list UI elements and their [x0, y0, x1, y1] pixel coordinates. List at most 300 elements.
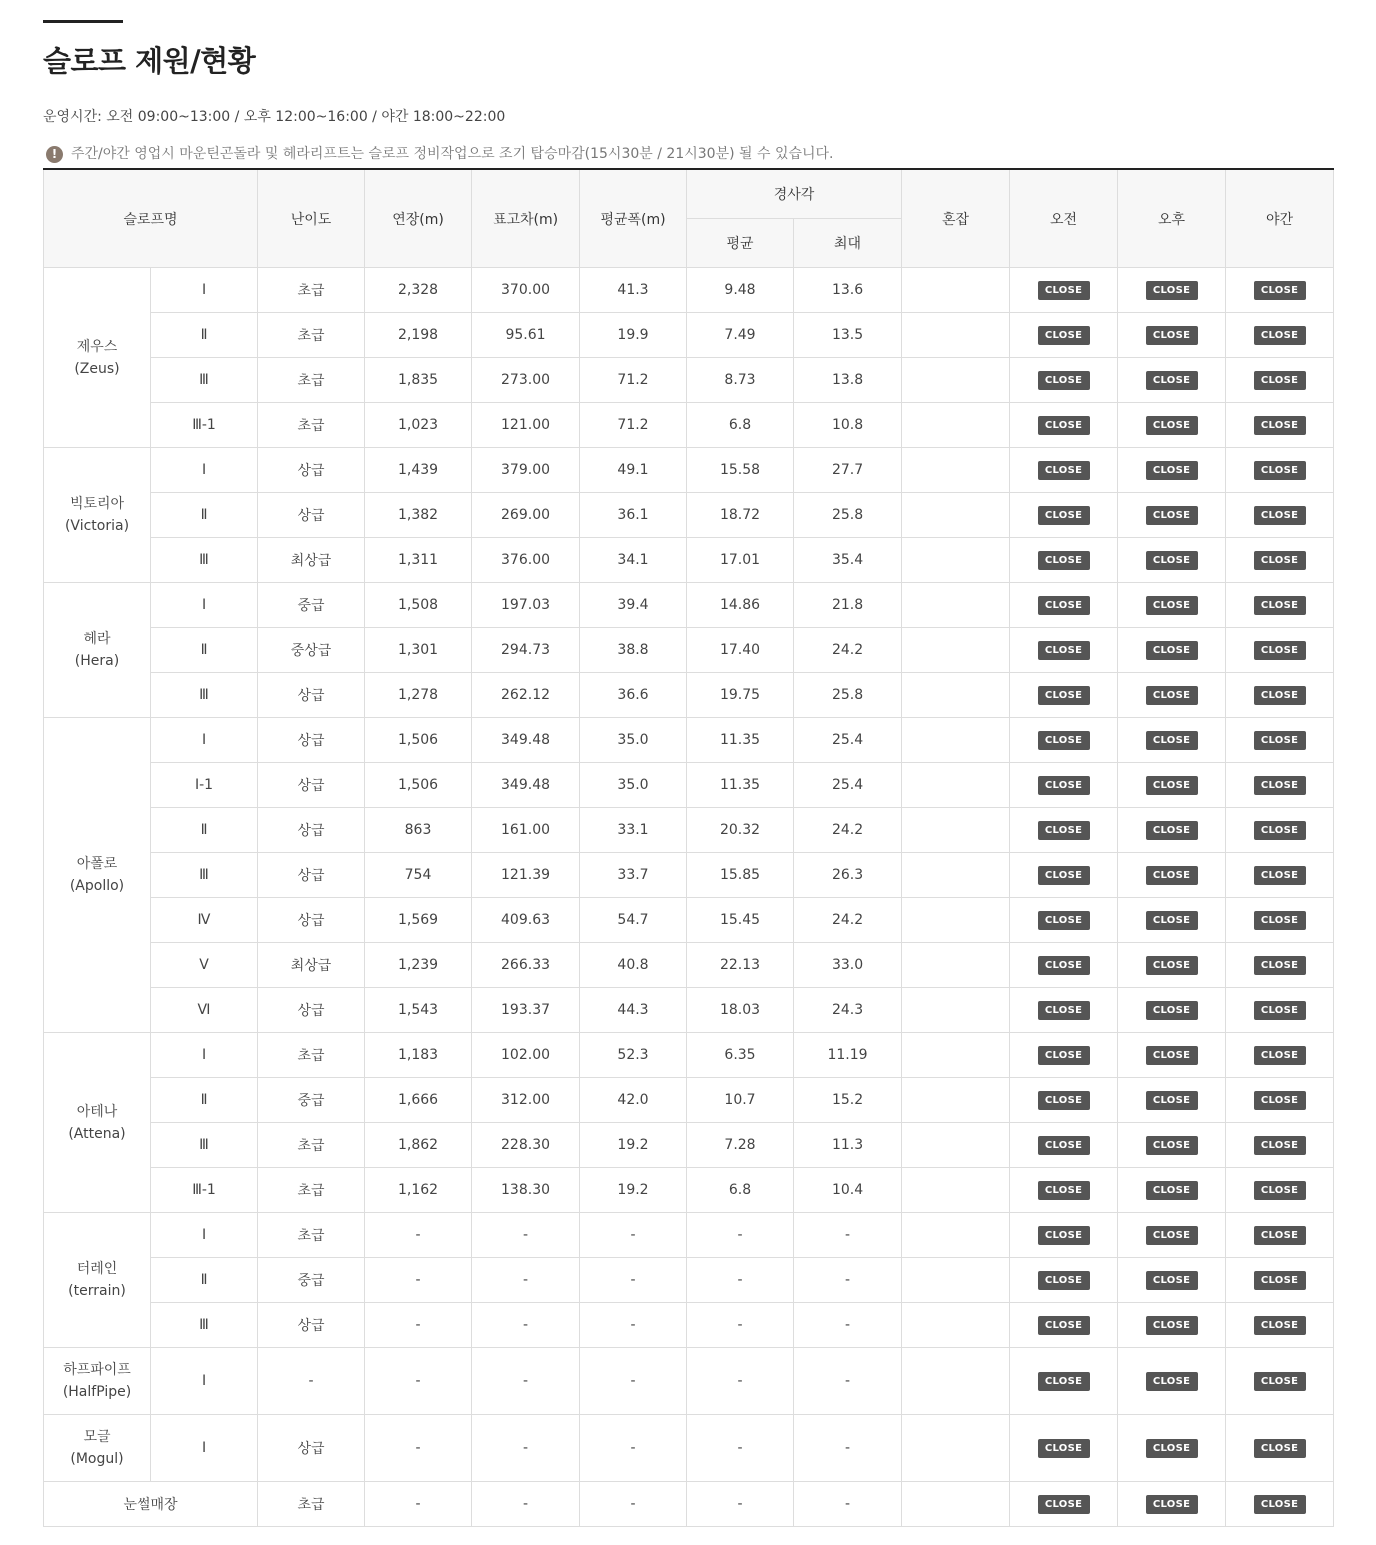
status-night-button[interactable]: CLOSE [1254, 1091, 1306, 1110]
status-morning-button[interactable]: CLOSE [1038, 686, 1090, 705]
cell-length: 1,439 [365, 448, 472, 493]
status-morning-button[interactable]: CLOSE [1038, 1372, 1090, 1391]
header-difficulty: 난이도 [258, 169, 365, 268]
slope-code: Ⅰ [151, 583, 258, 628]
slope-code: Ⅲ-1 [151, 1168, 258, 1213]
slope-group-name [44, 583, 151, 718]
status-morning-button[interactable]: CLOSE [1038, 596, 1090, 615]
table-row [44, 763, 1334, 808]
status-morning-button[interactable]: CLOSE [1038, 821, 1090, 840]
status-cell-afternoon [1118, 1348, 1226, 1415]
slope-code: Ⅱ [151, 1258, 258, 1303]
cell-congestion [902, 718, 1010, 763]
status-afternoon-button[interactable]: CLOSE [1146, 1046, 1198, 1065]
cell-elevation: 138.30 [472, 1168, 580, 1213]
status-afternoon-button[interactable]: CLOSE [1146, 1181, 1198, 1200]
cell-difficulty: 초급 [258, 313, 365, 358]
cell-width: 38.8 [580, 628, 687, 673]
status-night-button[interactable]: CLOSE [1254, 416, 1306, 435]
header-morning: 오전 [1010, 169, 1118, 268]
cell-length: - [365, 1482, 472, 1527]
status-cell-morning [1010, 1415, 1118, 1482]
slope-code: Ⅰ [151, 1033, 258, 1078]
status-night-button[interactable]: CLOSE [1254, 461, 1306, 480]
table-row [44, 1033, 1334, 1078]
cell-width: 36.6 [580, 673, 687, 718]
cell-elevation: 262.12 [472, 673, 580, 718]
status-cell-afternoon [1118, 808, 1226, 853]
status-cell-morning [1010, 1482, 1118, 1527]
status-morning-button[interactable]: CLOSE [1038, 1046, 1090, 1065]
slope-code: Ⅲ [151, 538, 258, 583]
cell-width: 39.4 [580, 583, 687, 628]
status-night-button[interactable]: CLOSE [1254, 686, 1306, 705]
status-afternoon-button[interactable]: CLOSE [1146, 1439, 1198, 1458]
status-night-button[interactable]: CLOSE [1254, 821, 1306, 840]
cell-length: 1,382 [365, 493, 472, 538]
cell-elevation: 269.00 [472, 493, 580, 538]
cell-difficulty: 중급 [258, 1078, 365, 1123]
status-cell-morning [1010, 1123, 1118, 1168]
cell-length: 754 [365, 853, 472, 898]
cell-gradient-avg: 15.58 [687, 448, 794, 493]
cell-difficulty: 초급 [258, 1482, 365, 1527]
status-cell-night [1226, 1213, 1334, 1258]
status-cell-afternoon [1118, 853, 1226, 898]
status-night-button[interactable]: CLOSE [1254, 1001, 1306, 1020]
status-cell-afternoon [1118, 898, 1226, 943]
status-cell-night [1226, 1348, 1334, 1415]
cell-difficulty: 상급 [258, 808, 365, 853]
status-cell-night [1226, 853, 1334, 898]
slope-code: Ⅳ [151, 898, 258, 943]
status-afternoon-button[interactable]: CLOSE [1146, 416, 1198, 435]
cell-congestion [902, 898, 1010, 943]
status-morning-button[interactable]: CLOSE [1038, 371, 1090, 390]
cell-length: 1,862 [365, 1123, 472, 1168]
cell-congestion [902, 628, 1010, 673]
table-row [44, 808, 1334, 853]
cell-gradient-max: 24.2 [794, 628, 902, 673]
status-morning-button[interactable]: CLOSE [1038, 1271, 1090, 1290]
cell-elevation: 197.03 [472, 583, 580, 628]
status-cell-night [1226, 1303, 1334, 1348]
cell-width: 19.9 [580, 313, 687, 358]
status-night-button[interactable]: CLOSE [1254, 731, 1306, 750]
cell-length: - [365, 1303, 472, 1348]
status-cell-afternoon [1118, 538, 1226, 583]
status-morning-button[interactable]: CLOSE [1038, 506, 1090, 525]
status-afternoon-button[interactable]: CLOSE [1146, 911, 1198, 930]
info-icon: ! [46, 146, 63, 163]
status-afternoon-button[interactable]: CLOSE [1146, 1316, 1198, 1335]
status-cell-morning [1010, 1348, 1118, 1415]
table-row [44, 988, 1334, 1033]
status-cell-night [1226, 1415, 1334, 1482]
status-cell-night [1226, 718, 1334, 763]
slope-name-ko: 아폴로 [76, 856, 118, 872]
cell-gradient-avg: 7.49 [687, 313, 794, 358]
cell-length: 1,508 [365, 583, 472, 628]
cell-gradient-max: 11.3 [794, 1123, 902, 1168]
status-cell-afternoon [1118, 1078, 1226, 1123]
status-night-button[interactable]: CLOSE [1254, 506, 1306, 525]
slope-code: Ⅰ [151, 1348, 258, 1415]
slope-code: Ⅱ [151, 493, 258, 538]
cell-gradient-avg: 18.72 [687, 493, 794, 538]
cell-length: 1,301 [365, 628, 472, 673]
status-afternoon-button[interactable]: CLOSE [1146, 1136, 1198, 1155]
cell-length: 1,278 [365, 673, 472, 718]
cell-length: 1,506 [365, 718, 472, 763]
cell-elevation: 121.00 [472, 403, 580, 448]
cell-length: 1,666 [365, 1078, 472, 1123]
status-cell-morning [1010, 673, 1118, 718]
cell-elevation: - [472, 1415, 580, 1482]
cell-elevation: 161.00 [472, 808, 580, 853]
cell-width: 41.3 [580, 268, 687, 313]
table-row [44, 583, 1334, 628]
status-cell-night [1226, 1123, 1334, 1168]
status-night-button[interactable]: CLOSE [1254, 551, 1306, 570]
status-cell-night [1226, 1258, 1334, 1303]
slope-code: Ⅲ [151, 1123, 258, 1168]
cell-difficulty: 상급 [258, 988, 365, 1033]
cell-length: - [365, 1415, 472, 1482]
status-afternoon-button[interactable]: CLOSE [1146, 326, 1198, 345]
status-cell-night [1226, 538, 1334, 583]
cell-width: 33.1 [580, 808, 687, 853]
status-night-button[interactable]: CLOSE [1254, 641, 1306, 660]
status-cell-night [1226, 313, 1334, 358]
status-afternoon-button[interactable]: CLOSE [1146, 776, 1198, 795]
cell-elevation: 266.33 [472, 943, 580, 988]
cell-gradient-max: - [794, 1303, 902, 1348]
status-cell-night [1226, 898, 1334, 943]
status-night-button[interactable]: CLOSE [1254, 776, 1306, 795]
cell-gradient-avg: 6.8 [687, 403, 794, 448]
slope-group-name [44, 1415, 151, 1482]
cell-length: - [365, 1258, 472, 1303]
status-night-button[interactable]: CLOSE [1254, 1046, 1306, 1065]
cell-difficulty: 상급 [258, 1415, 365, 1482]
status-morning-button[interactable]: CLOSE [1038, 641, 1090, 660]
table-row [44, 1482, 1334, 1527]
status-cell-afternoon [1118, 313, 1226, 358]
cell-width: 35.0 [580, 763, 687, 808]
cell-gradient-avg: 19.75 [687, 673, 794, 718]
slope-code: Ⅱ [151, 808, 258, 853]
status-night-button[interactable]: CLOSE [1254, 1439, 1306, 1458]
cell-length: 1,183 [365, 1033, 472, 1078]
status-cell-morning [1010, 1303, 1118, 1348]
status-morning-button[interactable]: CLOSE [1038, 1226, 1090, 1245]
status-cell-night [1226, 583, 1334, 628]
header-length: 연장(m) [365, 169, 472, 268]
cell-difficulty: 초급 [258, 1123, 365, 1168]
cell-elevation: 349.48 [472, 763, 580, 808]
cell-width: 49.1 [580, 448, 687, 493]
status-cell-afternoon [1118, 1123, 1226, 1168]
cell-congestion [902, 1258, 1010, 1303]
table-row [44, 1123, 1334, 1168]
cell-width: 40.8 [580, 943, 687, 988]
status-cell-night [1226, 628, 1334, 673]
slope-code: Ⅱ [151, 1078, 258, 1123]
cell-gradient-avg: - [687, 1348, 794, 1415]
cell-length: 1,311 [365, 538, 472, 583]
cell-elevation: 294.73 [472, 628, 580, 673]
status-cell-morning [1010, 898, 1118, 943]
header-gradient-avg: 평균 [687, 219, 794, 268]
cell-elevation: 102.00 [472, 1033, 580, 1078]
status-afternoon-button[interactable]: CLOSE [1146, 866, 1198, 885]
status-cell-morning [1010, 268, 1118, 313]
cell-width: 19.2 [580, 1123, 687, 1168]
slope-name-ko: 제우스 [76, 338, 118, 355]
cell-congestion [902, 313, 1010, 358]
status-morning-button[interactable]: CLOSE [1038, 1091, 1090, 1110]
slope-name-ko: 터레인 [76, 1261, 118, 1277]
cell-congestion [902, 763, 1010, 808]
cell-length: - [365, 1348, 472, 1415]
cell-difficulty: 상급 [258, 673, 365, 718]
status-night-button[interactable]: CLOSE [1254, 1316, 1306, 1335]
status-morning-button[interactable]: CLOSE [1038, 461, 1090, 480]
table-row [44, 538, 1334, 583]
status-cell-afternoon [1118, 763, 1226, 808]
slope-code: Ⅲ [151, 853, 258, 898]
header-afternoon: 오후 [1118, 169, 1226, 268]
slope-name-ko: 빅토리아 [69, 496, 125, 512]
status-morning-button[interactable]: CLOSE [1038, 416, 1090, 435]
status-cell-morning [1010, 988, 1118, 1033]
cell-gradient-max: 33.0 [794, 943, 902, 988]
cell-gradient-avg: 15.45 [687, 898, 794, 943]
status-afternoon-button[interactable]: CLOSE [1146, 281, 1198, 300]
slope-code: Ⅰ [151, 718, 258, 763]
slope-name-ko: 헤라 [83, 631, 111, 647]
slope-name-en: (Victoria) [64, 518, 130, 534]
cell-gradient-max: 13.8 [794, 358, 902, 403]
cell-congestion [902, 403, 1010, 448]
status-morning-button[interactable]: CLOSE [1038, 1181, 1090, 1200]
cell-gradient-max: 25.4 [794, 763, 902, 808]
cell-length: 1,023 [365, 403, 472, 448]
status-morning-button[interactable]: CLOSE [1038, 956, 1090, 975]
status-night-button[interactable]: CLOSE [1254, 866, 1306, 885]
status-afternoon-button[interactable]: CLOSE [1146, 641, 1198, 660]
slope-code: Ⅲ [151, 673, 258, 718]
cell-elevation: 228.30 [472, 1123, 580, 1168]
header-slope: 슬로프명 [44, 169, 258, 268]
status-cell-afternoon [1118, 1415, 1226, 1482]
status-afternoon-button[interactable]: CLOSE [1146, 731, 1198, 750]
cell-gradient-max: 24.2 [794, 808, 902, 853]
status-morning-button[interactable]: CLOSE [1038, 1495, 1090, 1514]
slope-group-name [44, 448, 151, 583]
cell-congestion [902, 358, 1010, 403]
status-morning-button[interactable]: CLOSE [1038, 731, 1090, 750]
cell-gradient-avg: - [687, 1415, 794, 1482]
cell-width: - [580, 1348, 687, 1415]
status-night-button[interactable]: CLOSE [1254, 326, 1306, 345]
status-afternoon-button[interactable]: CLOSE [1146, 461, 1198, 480]
status-afternoon-button[interactable]: CLOSE [1146, 1495, 1198, 1514]
status-afternoon-button[interactable]: CLOSE [1146, 1271, 1198, 1290]
cell-width: - [580, 1415, 687, 1482]
slope-code: Ⅰ [151, 1415, 258, 1482]
cell-gradient-avg: 10.7 [687, 1078, 794, 1123]
status-afternoon-button[interactable]: CLOSE [1146, 1091, 1198, 1110]
status-night-button[interactable]: CLOSE [1254, 956, 1306, 975]
cell-elevation: - [472, 1213, 580, 1258]
status-afternoon-button[interactable]: CLOSE [1146, 506, 1198, 525]
cell-gradient-avg: - [687, 1303, 794, 1348]
slope-group-name: 눈썰매장 [44, 1482, 258, 1527]
cell-gradient-avg: 14.86 [687, 583, 794, 628]
cell-gradient-avg: 15.85 [687, 853, 794, 898]
status-cell-morning [1010, 1258, 1118, 1303]
cell-difficulty: - [258, 1348, 365, 1415]
cell-elevation: 349.48 [472, 718, 580, 763]
status-morning-button[interactable]: CLOSE [1038, 1439, 1090, 1458]
cell-width: - [580, 1258, 687, 1303]
status-cell-night [1226, 1078, 1334, 1123]
slope-code: Ⅰ-1 [151, 763, 258, 808]
status-cell-afternoon [1118, 358, 1226, 403]
slope-code: Ⅴ [151, 943, 258, 988]
status-morning-button[interactable]: CLOSE [1038, 1001, 1090, 1020]
cell-width: 34.1 [580, 538, 687, 583]
header-congestion: 혼잡 [902, 169, 1010, 268]
status-cell-night [1226, 1168, 1334, 1213]
status-cell-night [1226, 808, 1334, 853]
status-cell-morning [1010, 943, 1118, 988]
status-night-button[interactable]: CLOSE [1254, 281, 1306, 300]
slope-code: Ⅰ [151, 268, 258, 313]
status-morning-button[interactable]: CLOSE [1038, 1136, 1090, 1155]
status-afternoon-button[interactable]: CLOSE [1146, 371, 1198, 390]
status-cell-night [1226, 673, 1334, 718]
cell-width: 42.0 [580, 1078, 687, 1123]
status-morning-button[interactable]: CLOSE [1038, 551, 1090, 570]
cell-elevation: - [472, 1348, 580, 1415]
operating-hours: 운영시간: 오전 09:00~13:00 / 오후 12:00~16:00 / 야간 18:00~22:00 [43, 109, 506, 125]
status-cell-morning [1010, 538, 1118, 583]
status-cell-morning [1010, 493, 1118, 538]
cell-congestion [902, 1348, 1010, 1415]
status-morning-button[interactable]: CLOSE [1038, 911, 1090, 930]
status-cell-morning [1010, 808, 1118, 853]
status-cell-morning [1010, 1078, 1118, 1123]
table-row [44, 403, 1334, 448]
cell-elevation: 379.00 [472, 448, 580, 493]
cell-gradient-avg: 11.35 [687, 718, 794, 763]
status-cell-morning [1010, 1168, 1118, 1213]
status-morning-button[interactable]: CLOSE [1038, 326, 1090, 345]
table-row [44, 943, 1334, 988]
table-row [44, 313, 1334, 358]
status-night-button[interactable]: CLOSE [1254, 1136, 1306, 1155]
cell-gradient-max: - [794, 1482, 902, 1527]
status-night-button[interactable]: CLOSE [1254, 371, 1306, 390]
status-night-button[interactable]: CLOSE [1254, 596, 1306, 615]
status-afternoon-button[interactable]: CLOSE [1146, 686, 1198, 705]
status-afternoon-button[interactable]: CLOSE [1146, 1372, 1198, 1391]
cell-gradient-max: 25.8 [794, 673, 902, 718]
status-cell-afternoon [1118, 943, 1226, 988]
cell-congestion [902, 853, 1010, 898]
status-night-button[interactable]: CLOSE [1254, 1495, 1306, 1514]
cell-congestion [902, 538, 1010, 583]
status-afternoon-button[interactable]: CLOSE [1146, 1226, 1198, 1245]
status-afternoon-button[interactable]: CLOSE [1146, 1001, 1198, 1020]
status-afternoon-button[interactable]: CLOSE [1146, 821, 1198, 840]
cell-width: 52.3 [580, 1033, 687, 1078]
cell-difficulty: 상급 [258, 1303, 365, 1348]
cell-width: 71.2 [580, 403, 687, 448]
cell-difficulty: 중급 [258, 1258, 365, 1303]
cell-length: 1,543 [365, 988, 472, 1033]
cell-congestion [902, 448, 1010, 493]
cell-difficulty: 초급 [258, 403, 365, 448]
status-afternoon-button[interactable]: CLOSE [1146, 596, 1198, 615]
status-cell-morning [1010, 763, 1118, 808]
status-night-button[interactable]: CLOSE [1254, 1372, 1306, 1391]
cell-elevation: 193.37 [472, 988, 580, 1033]
status-night-button[interactable]: CLOSE [1254, 911, 1306, 930]
page-title: 슬로프 제원/현황 [43, 44, 256, 78]
status-night-button[interactable]: CLOSE [1254, 1181, 1306, 1200]
status-cell-afternoon [1118, 673, 1226, 718]
cell-gradient-max: - [794, 1348, 902, 1415]
status-morning-button[interactable]: CLOSE [1038, 866, 1090, 885]
header-gradient-max: 최대 [794, 219, 902, 268]
cell-width: 19.2 [580, 1168, 687, 1213]
status-night-button[interactable]: CLOSE [1254, 1226, 1306, 1245]
table-row [44, 1258, 1334, 1303]
status-night-button[interactable]: CLOSE [1254, 1271, 1306, 1290]
status-morning-button[interactable]: CLOSE [1038, 1316, 1090, 1335]
status-cell-morning [1010, 313, 1118, 358]
status-afternoon-button[interactable]: CLOSE [1146, 551, 1198, 570]
table-row [44, 1415, 1334, 1482]
cell-difficulty: 상급 [258, 763, 365, 808]
cell-gradient-avg: 20.32 [687, 808, 794, 853]
status-cell-morning [1010, 628, 1118, 673]
cell-length: 1,162 [365, 1168, 472, 1213]
cell-difficulty: 초급 [258, 1033, 365, 1078]
table-row [44, 628, 1334, 673]
slope-code: Ⅰ [151, 448, 258, 493]
status-cell-afternoon [1118, 1482, 1226, 1527]
cell-gradient-max: 13.6 [794, 268, 902, 313]
table-row [44, 1348, 1334, 1415]
header-night: 야간 [1226, 169, 1334, 268]
cell-gradient-max: - [794, 1258, 902, 1303]
slope-code: Ⅲ [151, 358, 258, 403]
status-cell-afternoon [1118, 628, 1226, 673]
status-afternoon-button[interactable]: CLOSE [1146, 956, 1198, 975]
status-cell-night [1226, 943, 1334, 988]
status-morning-button[interactable]: CLOSE [1038, 281, 1090, 300]
cell-gradient-max: 25.8 [794, 493, 902, 538]
table-row [44, 853, 1334, 898]
cell-difficulty: 최상급 [258, 538, 365, 583]
cell-width: 35.0 [580, 718, 687, 763]
status-morning-button[interactable]: CLOSE [1038, 776, 1090, 795]
